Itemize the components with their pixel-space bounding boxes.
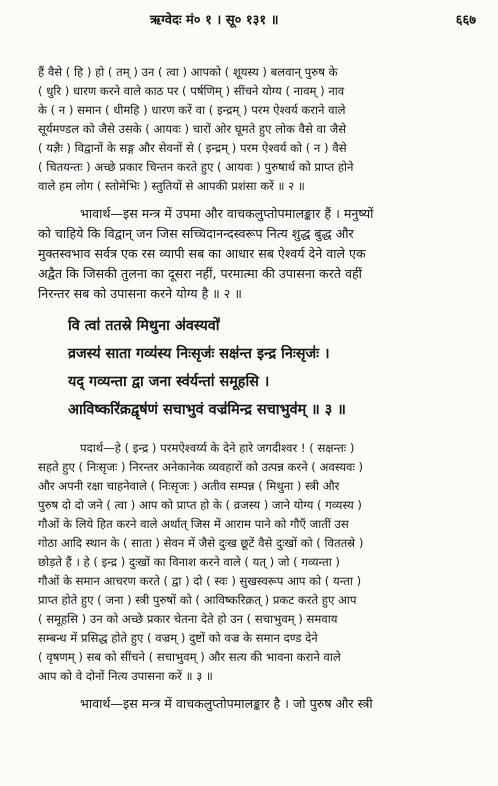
padartha-line: पदार्थ—हे ( इन्द्र ) परमऐश्वर्य्य के देने हारे जगदीश्वर ! ( सक्षन्तः )	[80, 441, 355, 455]
bhavartha-line: भावार्थ—इस मन्त्र में वाचकलुप्तोपमालङ्कार है । जो पुरुष और स्त्री	[80, 696, 373, 711]
padartha-line: सहते हुए ( निःसृजः ) निरन्तर अनेकानेक व्यवहारों को उत्पन्न करने ( अवस्यवः )	[38, 460, 364, 474]
text-line: ( यज्ञैः ) विद्वानों के सङ्ग और सेवनों से ( इन्द्रम् ) परम ऐश्वर्य को ( न ) वैसे	[38, 141, 347, 155]
mantra-line: व्रजस्य॑ साता गव्य॑स्य निःसृजः॑ सक्ष॑न्त इन्द्र निःसृजः॑ ।	[68, 346, 330, 362]
text-line: ( चितयन्तः ) अच्छे प्रकार चिन्तन करते हुए ( आयवः ) पुरुषार्थ को प्राप्त होने	[38, 160, 354, 174]
header-title: ऋग्वेदः मं० १ । सू० १३१ ॥	[150, 13, 279, 28]
padartha-line: आप को वे दोनों नित्य उपासना करें ॥ ३ ॥	[38, 669, 213, 683]
padartha-line: गौओं के समान आचरण करते ( द्वा ) दो ( स्वः ) सुखस्वरूप आप को ( यन्ता )	[38, 574, 362, 588]
padartha-line: प्राप्त होते हुए ( जना ) स्त्री पुरुषों को ( आविष्करिक्रत् ) प्रकट करते हुए आप	[38, 593, 357, 607]
padartha-line: पुरुष दो दो जने ( त्वा ) आप को प्राप्त हो के ( व्रजस्य ) जाने योग्य ( गव्यस्य )	[38, 498, 362, 512]
padartha-line: सम्बन्ध में प्रसिद्ध होते हुए ( वज्रम् ) दुष्टों को वज्र के समान दण्ड देने	[38, 631, 318, 645]
text-line: हैं वैसे ( हि ) हो ( तम् ) उन ( त्वा ) आपको ( शूयस्य ) बलवान् पुरुष के	[38, 65, 338, 79]
mantra-line: वि त्वा॑ ततस्रे मिथुना अ॑वस्यवो॑	[68, 318, 220, 334]
bhavartha-line: निरन्तर सब को उपासना करने योग्य है ॥ २ ॥	[38, 286, 242, 301]
text-line: के ( न ) समान ( धीमहि ) धारण करें वा ( इन्द्रम् ) परम ऐश्वर्य कराने वाले	[38, 103, 346, 117]
padartha-line: छोड़ते हैं । हे ( इन्द्र ) दुःखों का विनाश करने वाले ( यत् ) जो ( गव्यन्ता )	[38, 555, 340, 569]
padartha-line: ( समूहसि ) उन को अच्छे प्रकार चेतना देते हो उन ( सचाभुवम् ) समवाय	[38, 612, 338, 626]
page-number: ६६७	[455, 13, 476, 28]
text-line: वाले हम लोग ( स्तोमेभिः ) स्तुतियों से आपकी प्रशंसा करें ॥ २ ॥	[38, 179, 305, 193]
bhavartha-line: मुक्तस्वभाव सर्वत्र एक रस व्यापी सब का आधार सब ऐश्वर्य देने वाले एक	[38, 246, 366, 261]
padartha-line: ( वृषणम् ) सब को सींचने ( सचाभुवम् ) और सत्य की भावना कराने वाले	[38, 650, 341, 664]
bhavartha-line: भावार्थ—इस मन्त्र में उपमा और वाचकलुप्तोपमालङ्कार हैं । मनुष्यों	[80, 206, 374, 221]
bhavartha-line: अद्वैत कि जिसकी तुलना का दूसरा नहीं, परमात्मा की उपासना करते वहीं	[38, 266, 362, 281]
mantra-line: यद् गव्यन्ता द्वा जना स्व॑र्यन्ता॑ समूहसि ।	[68, 374, 270, 390]
padartha-line: गौओं के लिये हित करने वाले अर्थात् जिस में आराम पाने को गौएँ जातीं उस	[38, 517, 349, 531]
padartha-line: और अपनी रक्षा चाहनेवाले ( निःसृजः ) अतीव सम्पन्न ( मिथुना ) स्त्री और	[38, 479, 340, 493]
bhavartha-line: को चाहिये कि विद्वान् जन जिस सच्चिदानन्दस्वरूप नित्य शुद्ध बुद्ध और	[38, 226, 354, 241]
running-header	[0, 8, 498, 30]
text-line: ( धुरि ) धारण करने वाले काठ पर ( पर्षणिम् ) सींचने योग्य ( नावम् ) नाव	[38, 84, 345, 98]
padartha-line: गोठा आदि स्थान के ( साता ) सेवन में जैसे दुःख छूटें वैसे दुःखों को ( विततस्रे )	[38, 536, 364, 550]
mantra-line: आविष्करि॑क्रद्वृष॑णं सचाभुवं वज्र॑मिन्द्र सचाभुव॑म् ॥ ३ ॥	[68, 402, 346, 418]
text-line: सूर्यमण्डल को जैसे उसके ( आयवः ) चारों ओर घूमते हुए लोक वैसे वा जैसे	[38, 122, 347, 136]
